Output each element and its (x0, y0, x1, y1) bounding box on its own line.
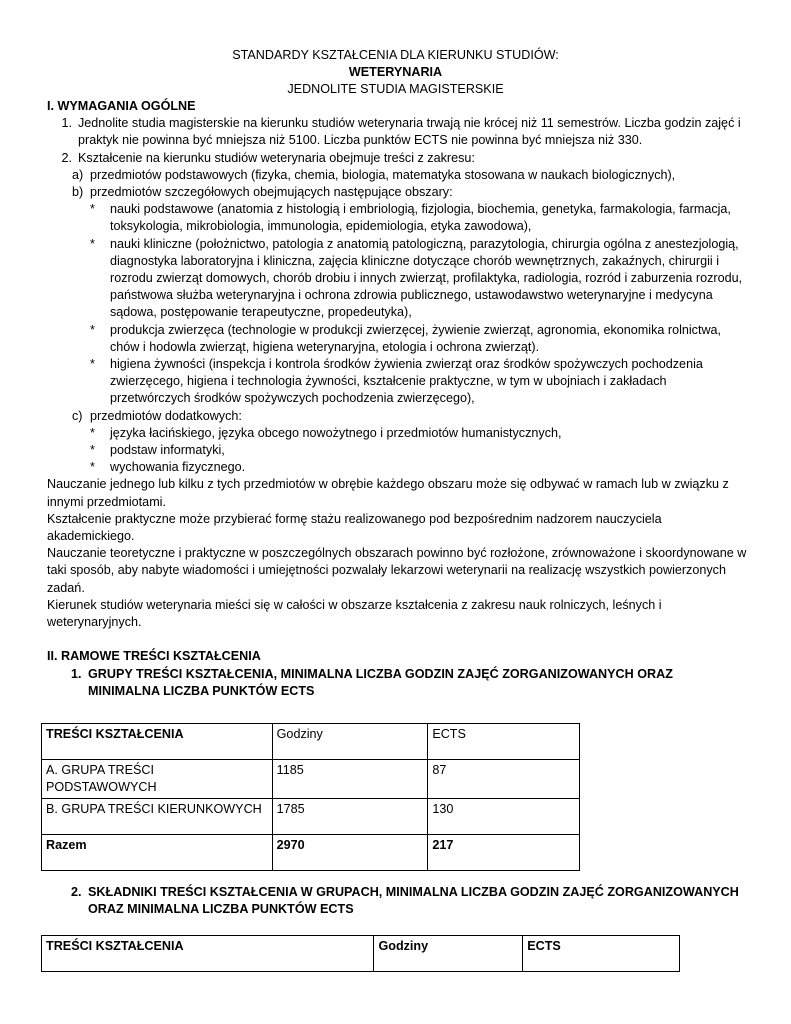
subitem-text: przedmiotów podstawowych (fizyka, chemia, biologia, matematyka stosowana w naukach biologicznych), (90, 167, 676, 182)
subitem-text: przedmiotów dodatkowych: (90, 408, 242, 423)
bullet-text: nauki podstawowe (anatomia z histologią i embriologią, fizjologia, biochemia, genetyka, farmakologia, farmacja, toksykologia, mikrobiologia, immunologia, epidemiologia, etyka zawodowa), (110, 202, 731, 234)
bullet-icon: * (90, 202, 95, 217)
list-item (90, 236, 747, 322)
header-line-3: JEDNOLITE STUDIA MAGISTERSKIE (287, 82, 504, 96)
paragraph: Nauczanie teoretyczne i praktyczne w poszczególnych obszarach powinno być rozłożone, zrównoważone i skoordynowane w taki sposób, aby nabyte wiadomości i umiejętności pozwalały lekarzowi weterynarii na realizację wszystkich powierzonych zadań. (47, 546, 747, 595)
bullet-text: podstaw informatyki, (110, 443, 225, 458)
subsection-1-heading (71, 666, 747, 700)
bullet-text: higiena żywności (inspekcja i kontrola środków żywienia zwierząt oraz środków spożywczych pochodzenia zwierzęcego, higiena i technologia żywności, kształcenie praktyczne, w tym w ubojniach i zakładach przetwórczych środków spożywczych pochodzenia zwierzęcego), (110, 357, 703, 406)
bullet-text: produkcja zwierzęca (technologie w produkcji zwierzęcej, żywienie zwierząt, agronomia, ekonomika rolnictwa, chów i hodowla zwierząt, higiena weterynaryjna, etologia i ochrona zwierząt). (110, 322, 722, 354)
requirement-item-1 (47, 115, 747, 149)
table-header-cell: ECTS (428, 724, 580, 760)
item-text: Kształcenie na kierunku studiów weterynaria obejmuje treści z zakresu: (78, 150, 475, 165)
bullet-icon: * (90, 322, 95, 337)
table-content-components (41, 935, 680, 972)
paragraph: Kierunek studiów weterynaria mieści się w całości w obszarze kształcenia z zakresu nauk rolniczych, leśnych i weterynaryjnych. (47, 597, 662, 630)
list-item (90, 201, 747, 235)
header-line-2: WETERYNARIA (348, 65, 443, 79)
table-header-row (42, 936, 680, 972)
bullet-icon: * (90, 236, 95, 251)
table-content-groups (41, 723, 580, 871)
table-cell: A. GRUPA TREŚCI PODSTAWOWYCH (42, 760, 273, 799)
subitem-marker: a) (72, 167, 84, 182)
subitem-c (72, 408, 747, 425)
bullet-icon: * (90, 357, 95, 372)
bullet-icon: * (90, 425, 95, 440)
item-text: Jednolite studia magisterskie na kierunku studiów weterynaria trwają nie krócej niż 11 semestrów. Liczba godzin zajęć i praktyk nie powinna być mniejsza niż 5100. Liczba punktów ECTS nie powinna być mniejsza niż 330. (78, 116, 741, 148)
table-cell: 217 (428, 835, 580, 871)
document-header (0, 47, 791, 98)
section-1 (47, 98, 747, 700)
table-total-row (42, 835, 580, 871)
subitem-a (72, 167, 747, 184)
paragraph: Nauczanie jednego lub kilku z tych przedmiotów w obrębie każdego obszaru może się odbywać w ramach lub w związku z innymi przedmiotami. (47, 477, 729, 509)
subsection-number: 2. (71, 885, 82, 899)
table-cell: 87 (428, 760, 580, 799)
header-line-1: STANDARDY KSZTAŁCENIA DLA KIERUNKU STUDIÓW: (232, 48, 559, 62)
bullet-text: nauki kliniczne (położnictwo, patologia z anatomią patologiczną, parazytologia, chirurgia ogólna z anestezjologią, diagnostyka laboratoryjna i kliniczna, zajęcia kliniczne dotyczące chorób wewnętrznych, zakaźnych, chirurgii i rozrodu zwierząt domowych, chorób drobiu i innych zwierząt, profilaktyka, radiologia, rozród i zaburzenia rozrodu, państwowa służba weterynaryjna i ochrona zdrowia publicznego, ustawodawstwo weterynaryjne i medycyna sądowa, postępowanie terapeutyczne, propedeutyka), (110, 236, 743, 320)
subsection-2-heading (71, 884, 747, 918)
subitem-text: przedmiotów szczegółowych obejmujących następujące obszary: (90, 185, 453, 200)
bullet-text: języka łacińskiego, języka obcego nowożytnego i przedmiotów humanistycznych, (110, 425, 562, 440)
requirement-item-2 (47, 150, 747, 167)
section-2-title: II. RAMOWE TREŚCI KSZTAŁCENIA (47, 649, 261, 664)
table-cell: 130 (428, 799, 580, 835)
subsection-2 (47, 884, 747, 918)
subitem-marker: b) (72, 185, 84, 200)
item-number: 1. (61, 116, 72, 131)
section-1-title: I. WYMAGANIA OGÓLNE (47, 99, 196, 113)
subsection-title: SKŁADNIKI TREŚCI KSZTAŁCENIA W GRUPACH, MINIMALNA LICZBA GODZIN ZAJĘĆ ZORGANIZOWANYCH ORAZ MINIMALNA LICZBA PUNKTÓW ECTS (88, 885, 739, 917)
bullet-icon: * (90, 443, 95, 458)
table-cell: 1185 (272, 760, 428, 799)
table-row (42, 799, 580, 835)
bullet-text: wychowania fizycznego. (110, 460, 246, 475)
table-row (42, 760, 580, 799)
list-item (90, 322, 747, 356)
table-header-cell: ECTS (523, 936, 680, 972)
table-cell: B. GRUPA TREŚCI KIERUNKOWYCH (42, 799, 273, 835)
table-cell: 2970 (272, 835, 428, 871)
item-number: 2. (61, 150, 72, 165)
table-cell: 1785 (272, 799, 428, 835)
table-header-cell: Godziny (374, 936, 523, 972)
table-cell: Razem (42, 835, 273, 871)
list-item (90, 459, 747, 476)
list-item (90, 425, 747, 442)
bullet-icon: * (90, 460, 95, 475)
table-header-cell: Godziny (272, 724, 428, 760)
paragraph: Kształcenie praktyczne może przybierać formę stażu realizowanego pod bezpośrednim nadzorem nauczyciela akademickiego. (47, 511, 662, 544)
table-header-cell: TREŚCI KSZTAŁCENIA (42, 936, 374, 972)
subsection-title: GRUPY TREŚCI KSZTAŁCENIA, MINIMALNA LICZBA GODZIN ZAJĘĆ ZORGANIZOWANYCH ORAZ MINIMALNA LICZBA PUNKTÓW ECTS (88, 666, 673, 698)
subitem-marker: c) (72, 408, 83, 423)
table-header-row (42, 724, 580, 760)
table-header-cell: TREŚCI KSZTAŁCENIA (42, 724, 273, 760)
list-item (90, 356, 747, 408)
subitem-b (72, 184, 747, 201)
list-item (90, 442, 747, 459)
subsection-number: 1. (71, 666, 82, 681)
